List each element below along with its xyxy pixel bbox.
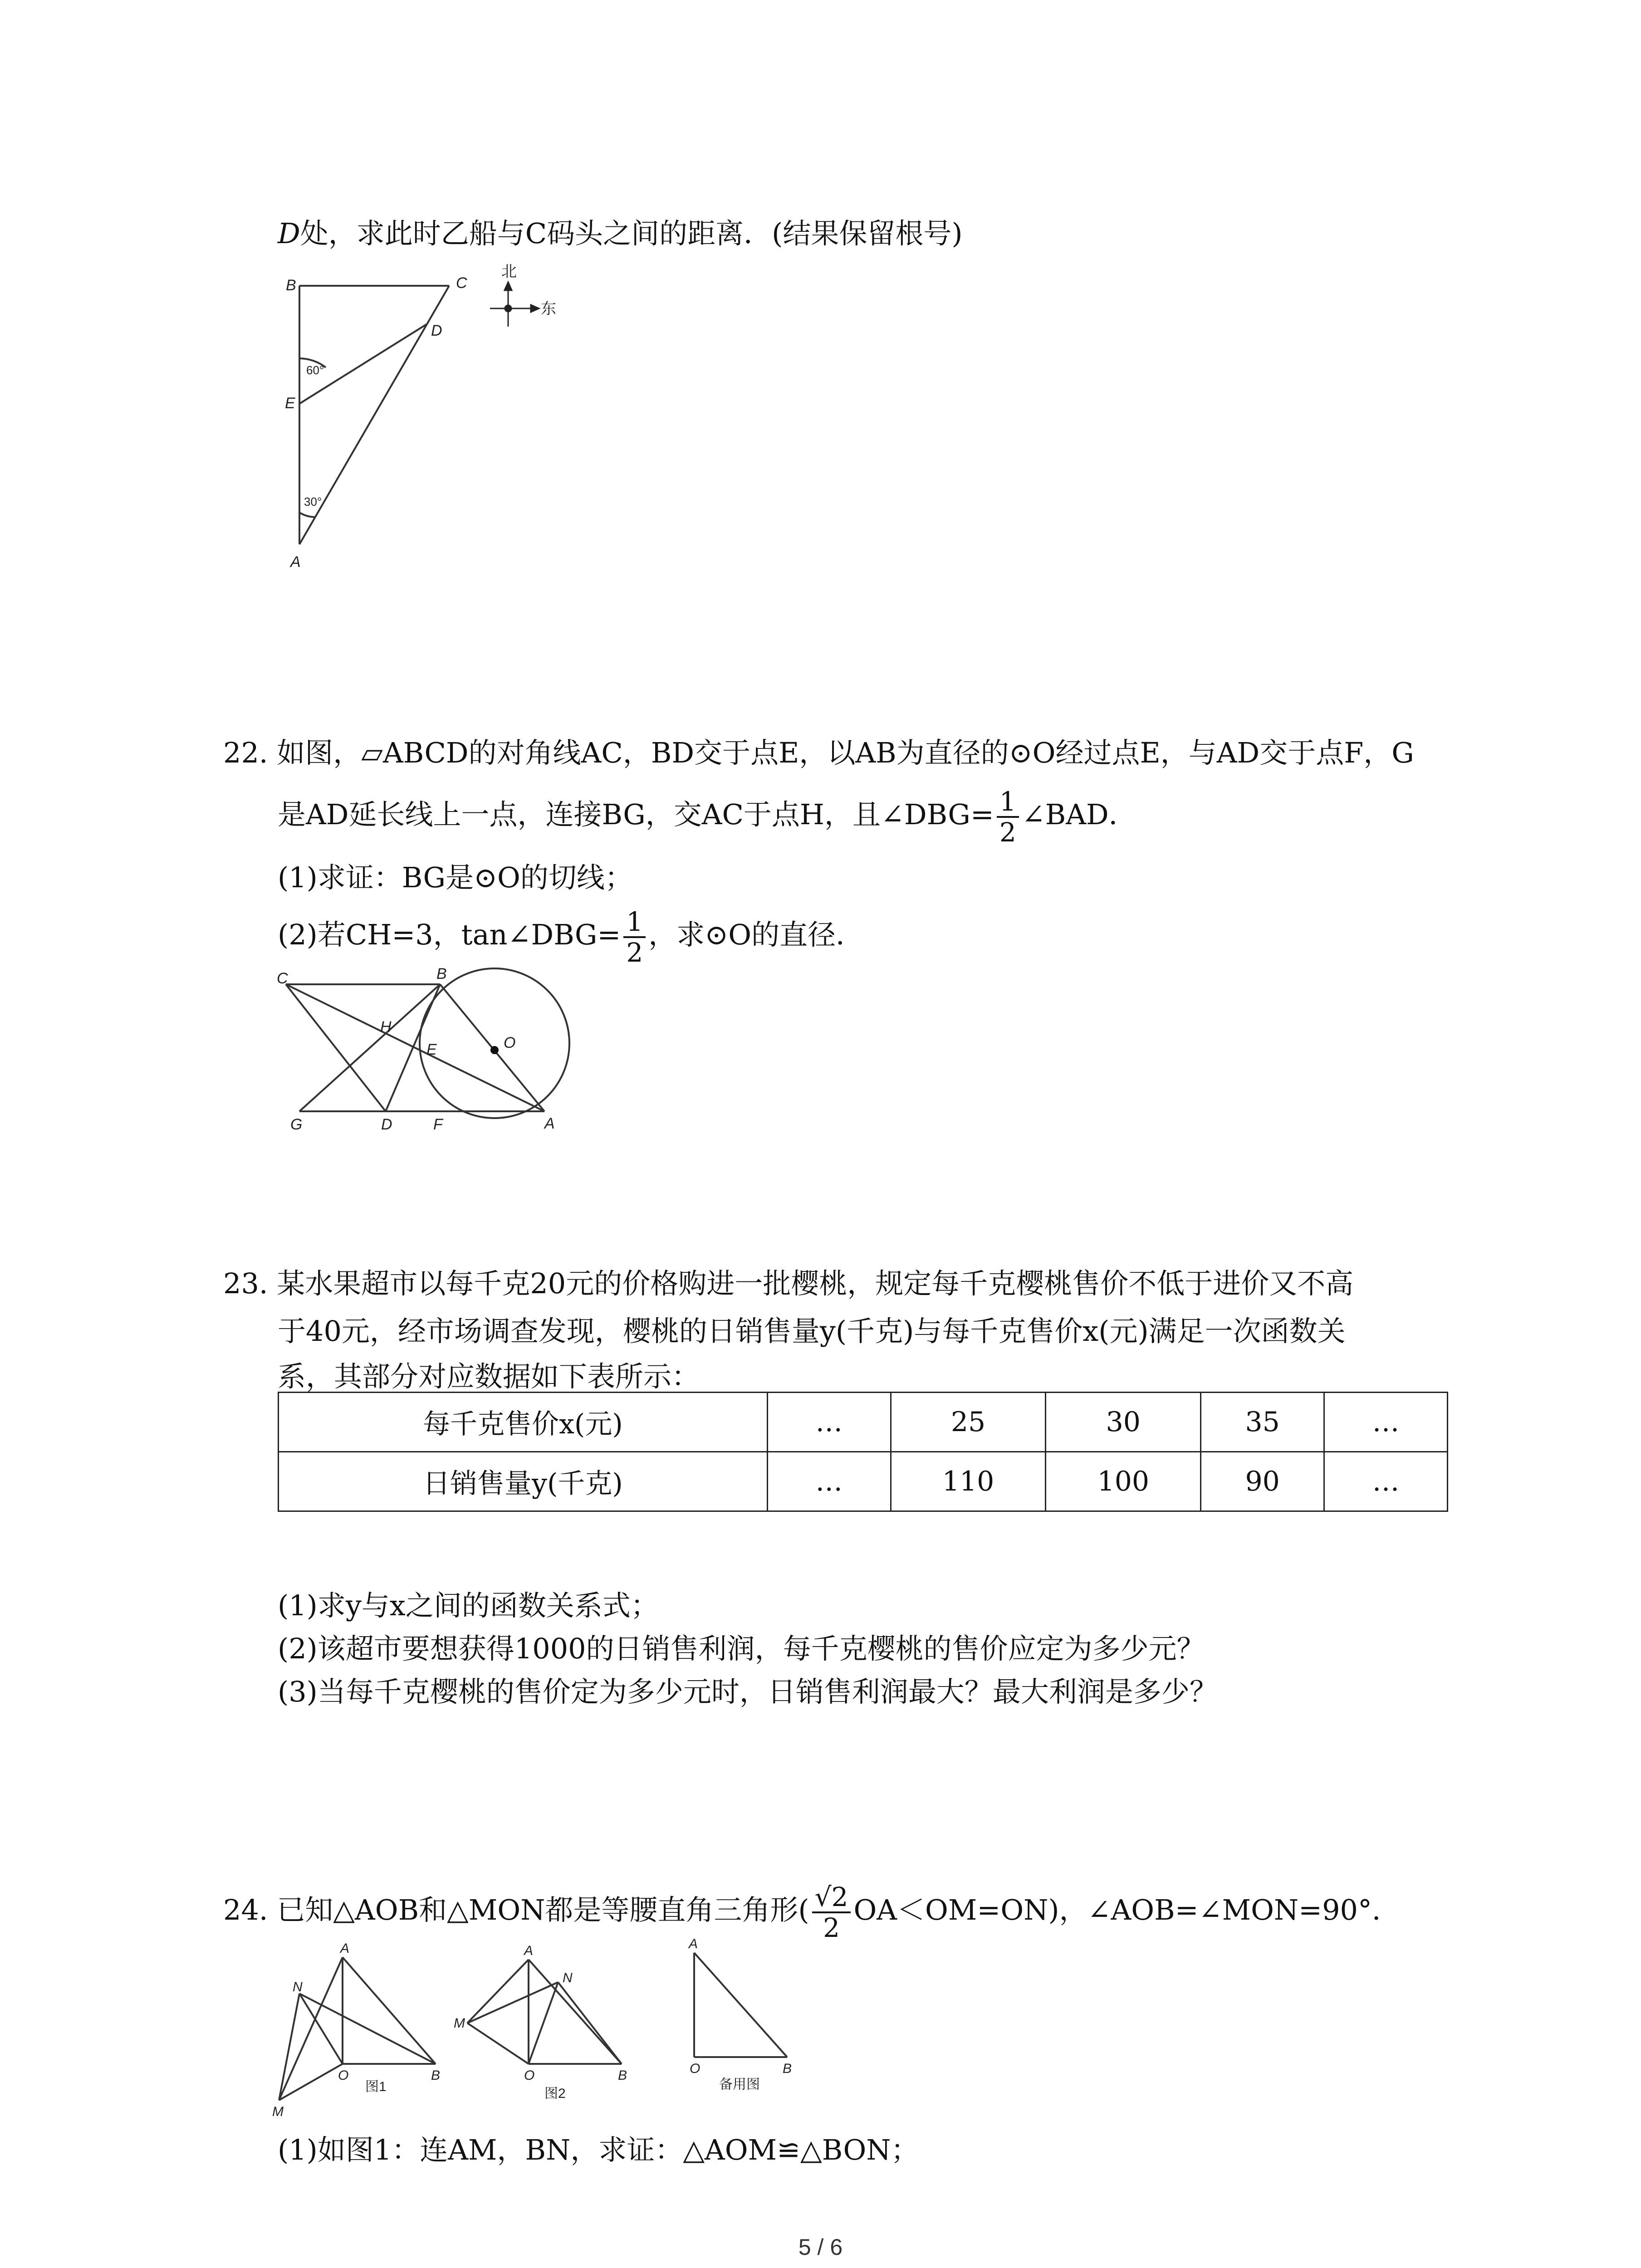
q22-line1: 22. 如图，▱ABCD的对角线AC，BD交于点E，以AB为直径的⊙O经过点E，与AD交于点F，G <box>223 736 1414 769</box>
q22-line2-pre: 是AD延长线上一点，连接BG，交AC于点H，且∠DBG= <box>278 798 994 831</box>
q21-text <box>278 215 963 252</box>
q22-frac-num: 1 <box>997 787 1019 818</box>
q22-line2 <box>278 787 1137 847</box>
q24-fig2 <box>467 1960 622 2064</box>
q22-sub2-pre: (2)若CH=3，tan∠DBG= <box>278 918 621 952</box>
q22-sub1: (1)求证：BG是⊙O的切线； <box>278 861 633 894</box>
compass-icon <box>490 282 539 327</box>
q22-sub2-frac-den: 2 <box>626 937 643 968</box>
table-cell: … <box>767 1452 891 1511</box>
q21-angle-arc-30 <box>299 513 315 517</box>
q22-label-g: G <box>290 1116 303 1133</box>
q22-fraction-half <box>997 787 1019 847</box>
q24-fig3 <box>694 1953 787 2057</box>
q24-fig2-label-b: B <box>618 2068 627 2083</box>
q24-fig1-label-n: N <box>293 1980 303 1994</box>
q22-center-o-dot <box>490 1046 499 1054</box>
q24-fig2-label-a: A <box>524 1943 534 1958</box>
q21-label-c: C <box>456 274 467 292</box>
q24-fig3-caption: 备用图 <box>719 2077 760 2092</box>
table-row <box>279 1452 1448 1511</box>
q21-angle-60-label: 60° <box>306 363 324 377</box>
compass-east-label: 东 <box>541 300 556 318</box>
q24-fig2-label-n: N <box>563 1970 573 1985</box>
table-cell: 25 <box>891 1393 1046 1452</box>
q22-sub2-fraction <box>623 907 646 967</box>
q21-text-rest: 处，求此时乙船与C码头之间的距离．(结果保留根号) <box>300 217 963 250</box>
q22-sub2 <box>278 907 864 967</box>
q24-line1-post: OA＜OM=ON)，∠AOB=∠MON=90°． <box>853 1893 1401 1927</box>
table-cell: … <box>1324 1393 1448 1452</box>
q21-label-e: E <box>285 395 295 412</box>
table-row <box>279 1393 1448 1452</box>
q21-label-d: D <box>431 322 442 339</box>
q24-sub1: (1)如图1：连AM，BN，求证：△AOM≌△BON； <box>278 2133 919 2166</box>
q24-fig1-label-b: B <box>431 2068 441 2083</box>
q24-fig3-label-a: A <box>689 1936 698 1951</box>
q23-line2: 于40元，经市场调查发现，樱桃的日销售量y(千克)与每千克售价x(元)满足一次函数关 <box>278 1315 1346 1348</box>
q24-fig1-label-a: A <box>340 1941 350 1956</box>
table-cell: … <box>767 1393 891 1452</box>
q21-point-d: D <box>278 217 300 250</box>
q23-sub3: (3)当每千克樱桃的售价定为多少元时，日销售利润最大？最大利润是多少？ <box>278 1675 1218 1708</box>
q21-line-ac <box>299 286 449 544</box>
q24-line1-pre: 24. 已知△AOB和△MON都是等腰直角三角形( <box>223 1893 809 1927</box>
q23-sub1: (1)求y与x之间的函数关系式； <box>278 1589 659 1622</box>
q23-line1: 23. 某水果超市以每千克20元的价格购进一批樱桃，规定每千克樱桃售价不低于进价又不高 <box>223 1267 1354 1300</box>
q24-fig2-caption: 图2 <box>544 2086 566 2101</box>
compass-north-label: 北 <box>501 263 517 280</box>
q22-label-d: D <box>381 1116 392 1133</box>
table-cell: 110 <box>891 1452 1046 1511</box>
q24-fig1-caption: 图1 <box>365 2079 387 2094</box>
q22-label-c: C <box>277 970 288 987</box>
table-cell: 30 <box>1046 1393 1201 1452</box>
q21-figure <box>272 259 590 585</box>
q23-line3: 系，其部分对应数据如下表所示： <box>278 1360 700 1393</box>
q22-frac-den: 2 <box>999 817 1016 848</box>
q23-data-table <box>278 1392 1448 1512</box>
q22-line2-post: ∠BAD． <box>1021 798 1137 831</box>
q24-fig2-label-o: O <box>524 2068 535 2083</box>
table-cell-header-volume: 日销售量y(千克) <box>279 1452 768 1511</box>
table-cell-header-price: 每千克售价x(元) <box>279 1393 768 1452</box>
q24-frac-den: 2 <box>823 1912 840 1943</box>
q21-angle-30-label: 30° <box>304 495 322 508</box>
table-cell: 100 <box>1046 1452 1201 1511</box>
q22-label-b: B <box>436 966 447 982</box>
q24-fig1-label-o: O <box>338 2068 349 2083</box>
q22-label-f: F <box>433 1116 443 1133</box>
table-cell: … <box>1324 1452 1448 1511</box>
q21-label-b: B <box>286 277 296 294</box>
q24-figures <box>272 1932 839 2123</box>
page-number: 5 / 6 <box>798 2234 843 2260</box>
q23-sub2: (2)该超市要想获得1000的日销售利润，每千克樱桃的售价应定为多少元？ <box>278 1632 1205 1665</box>
table-cell: 35 <box>1201 1393 1324 1452</box>
q22-circle-o <box>420 968 569 1118</box>
q24-fig3-label-o: O <box>690 2061 700 2076</box>
q24-fig1 <box>279 1957 436 2100</box>
q24-fig2-label-m: M <box>454 2016 465 2031</box>
q24-fig1-label-m: M <box>272 2104 284 2119</box>
q22-label-a: A <box>544 1115 555 1132</box>
q22-sub2-post: ，求⊙O的直径． <box>648 918 864 952</box>
q22-label-e: E <box>426 1041 437 1058</box>
q21-label-a: A <box>290 553 301 571</box>
table-cell: 90 <box>1201 1452 1324 1511</box>
q24-fig3-label-b: B <box>783 2061 792 2076</box>
q22-label-o: O <box>504 1034 516 1051</box>
q22-sub2-frac-num: 1 <box>623 907 646 938</box>
q22-figure <box>268 966 585 1134</box>
q22-label-h: H <box>380 1018 392 1036</box>
q24-frac-num: √2 <box>812 1882 851 1913</box>
